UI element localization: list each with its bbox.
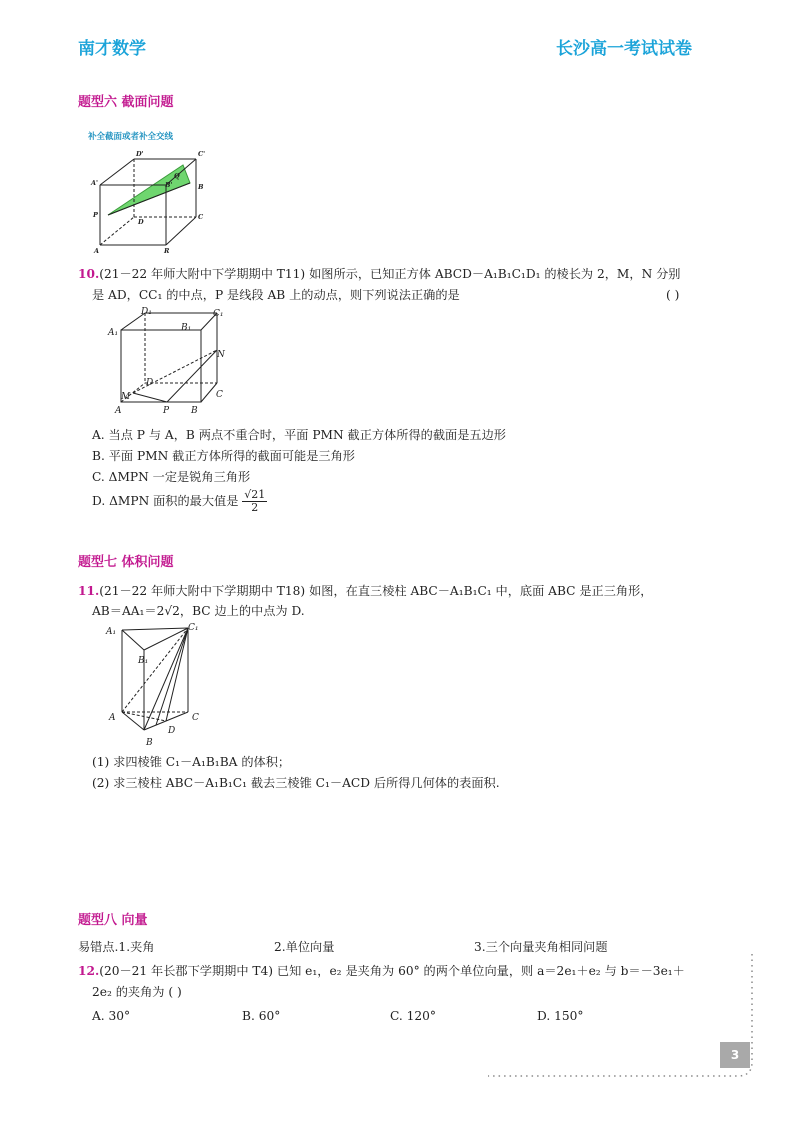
- q11-line1-text: (21－22 年师大附中下学期期中 T18) 如图，在直三棱柱 ABC－A₁B₁C₁ 中，底面 ABC 是正三角形，: [99, 584, 653, 598]
- label-D: D: [138, 218, 144, 226]
- label-B1: B₁: [138, 656, 149, 666]
- figure-caption: 补全截面或者补全交线: [88, 132, 174, 142]
- label-R: R: [164, 247, 170, 255]
- label-C: C: [198, 213, 204, 221]
- q11-subquestion-1: (1) 求四棱锥 C₁－A₁B₁BA 的体积；: [92, 755, 291, 769]
- fraction-denominator: 2: [251, 501, 259, 514]
- label-N: N: [217, 350, 225, 360]
- q10-line1-text: (21－22 年师大附中下学期期中 T11) 如图所示，已知正方体 ABCD－A₁B₁C₁D₁ 的棱长为 2，M，N 分别: [99, 267, 681, 281]
- label-B1: B₁: [181, 323, 192, 333]
- q10-answer-paren: ( ): [666, 288, 680, 302]
- label-P: P: [93, 211, 98, 219]
- q11-subquestion-2: (2) 求三棱柱 ABC－A₁B₁C₁ 截去三棱锥 C₁－ACD 后所得几何体的表面积.: [92, 776, 500, 790]
- q11-line2: AB＝AA₁＝2√2，BC 边上的中点为 D.: [92, 604, 305, 618]
- section-title-7: 题型七 体积问题: [78, 555, 174, 570]
- label-D1: D₁: [141, 307, 152, 317]
- q10-option-d-text: D. ΔMPN 面积的最大值是: [92, 494, 239, 508]
- q12-option-a: A. 30°: [92, 1009, 131, 1023]
- fraction-numerator: √21: [244, 488, 266, 501]
- pitfall-2: 2.单位向量: [274, 940, 335, 954]
- q11-number: 11.: [78, 584, 100, 598]
- label-Q: Q: [174, 172, 180, 180]
- label-A1: A₁: [106, 627, 117, 637]
- label-Ap: A': [91, 179, 99, 187]
- pitfall-1: 易错点.1.夹角: [78, 940, 155, 954]
- label-A: A: [109, 713, 116, 723]
- label-C1: C₁: [188, 623, 199, 633]
- label-B: B: [191, 406, 198, 416]
- q10-option-c: C. ΔMPN 一定是锐角三角形: [92, 470, 251, 484]
- pitfall-3: 3.三个向量夹角相同问题: [474, 940, 608, 954]
- label-A: A: [94, 247, 100, 255]
- section-title-8: 题型八 向量: [78, 913, 148, 928]
- label-Bp: B': [165, 181, 173, 189]
- label-Dp: D': [136, 150, 144, 158]
- label-D: D: [168, 726, 176, 736]
- q12-line2: 2e₂ 的夹角为 ( ): [92, 985, 182, 999]
- q10-option-d-fraction: [242, 489, 267, 514]
- q12-number: 12.: [78, 964, 100, 978]
- q12-option-b: B. 60°: [242, 1009, 281, 1023]
- q10-number: 10.: [78, 267, 100, 281]
- label-C: C: [192, 713, 199, 723]
- label-M: M: [121, 392, 131, 402]
- q10-option-d: [92, 488, 267, 514]
- page-number: 3: [720, 1042, 750, 1068]
- label-Cp: C': [198, 150, 206, 158]
- q10-line1: [78, 264, 681, 284]
- header-left-title: 南才数学: [78, 39, 146, 59]
- label-C: C: [216, 390, 223, 400]
- q11-line1: [78, 581, 652, 601]
- cube-figure-q10: [105, 305, 240, 417]
- q10-line2: 是 AD，CC₁ 的中点，P 是线段 AB 上的动点，则下列说法正确的是: [92, 288, 460, 302]
- label-C1: C₁: [213, 309, 224, 319]
- q12-line1-text: (20－21 年长郡下学期期中 T4) 已知 e₁，e₂ 是夹角为 60° 的两个单位向量，则 a＝2e₁＋e₂ 与 b＝－3e₁＋: [99, 964, 685, 978]
- cube-section-figure: [88, 145, 218, 260]
- q10-option-b: B. 平面 PMN 截正方体所得的截面可能是三角形: [92, 449, 355, 463]
- label-D: D: [146, 378, 154, 388]
- label-A1: A₁: [108, 328, 119, 338]
- q12-option-c: C. 120°: [390, 1009, 436, 1023]
- q12-option-d: D. 150°: [537, 1009, 584, 1023]
- header-right-title: 长沙高一考试试卷: [556, 39, 692, 59]
- label-B: B: [198, 183, 204, 191]
- label-B: B: [146, 738, 153, 748]
- label-P: P: [163, 406, 170, 416]
- q10-option-a: A. 当点 P 与 A，B 两点不重合时，平面 PMN 截正方体所得的截面是五边形: [92, 428, 506, 442]
- label-A: A: [115, 406, 122, 416]
- prism-figure-q11: [100, 620, 212, 752]
- section-title-6: 题型六 截面问题: [78, 95, 174, 110]
